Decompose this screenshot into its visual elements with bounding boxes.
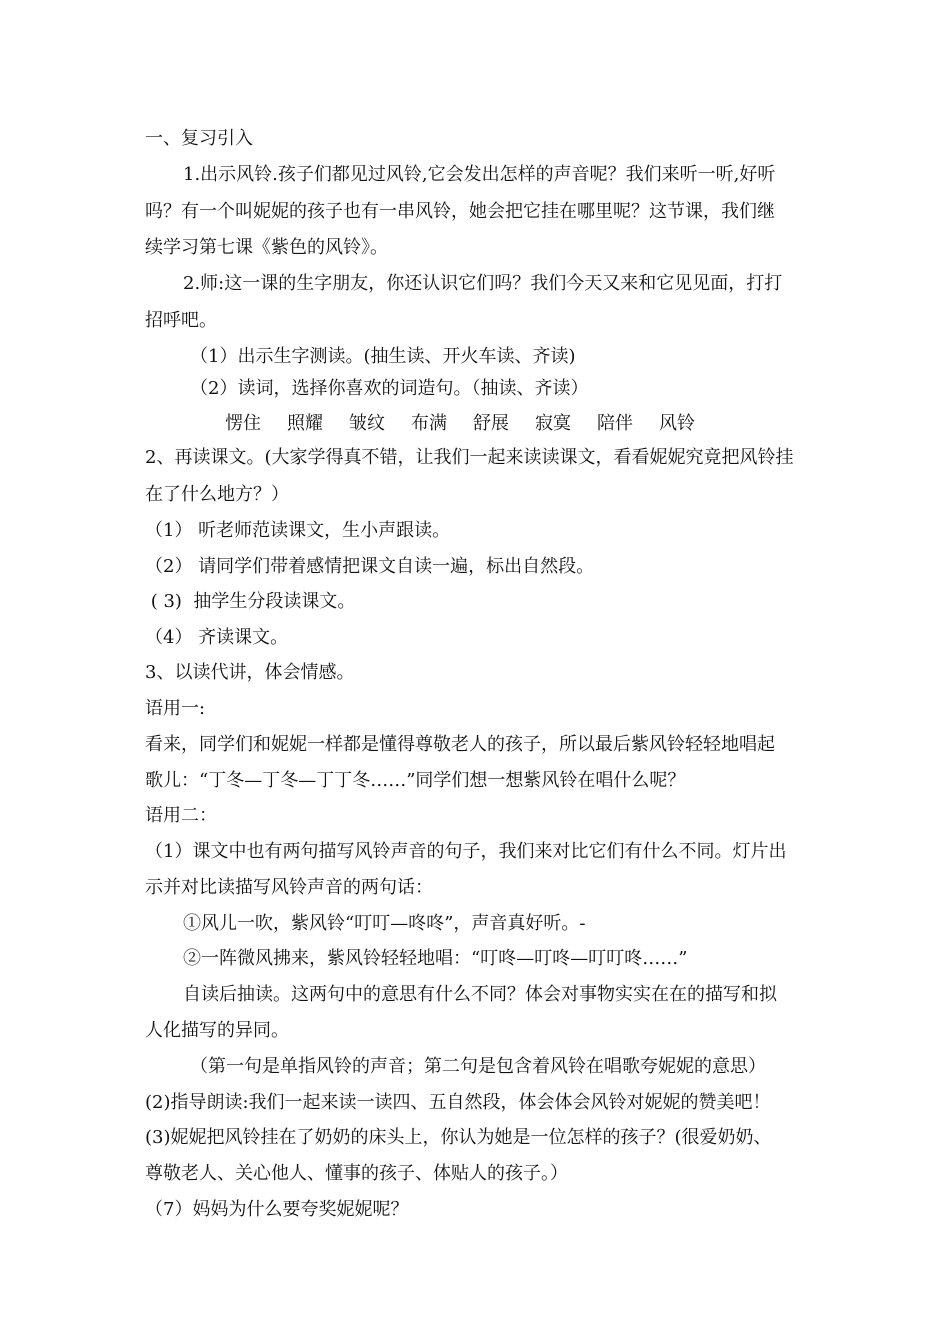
paragraph-line: (3)妮妮把风铃挂在了奶奶的床头上，你认为她是一位怎样的孩子？(很爱奶奶、 [145,1127,772,1148]
paragraph-line: 示并对比读描写风铃声音的两句话： [145,877,433,898]
list-item: （4） 齐读课文。 [145,627,289,648]
paragraph-line: 在了什么地方？） [145,484,289,505]
paragraph-line: （第一句是单指风铃的声音；第二句是包含着风铃在唱歌夸妮妮的意思） [190,1056,766,1077]
paragraph-line: 吗？有一个叫妮妮的孩子也有一串风铃，她会把它挂在哪里呢？这节课，我们继 [145,201,775,222]
quote-line: ①风儿一吹，紫风铃“叮叮—咚咚”，声音真好听。- [183,913,586,934]
paragraph-line: 看来，同学们和妮妮一样都是懂得尊敬老人的孩子，所以最后紫风铃轻轻地唱起 [145,734,775,755]
paragraph-line: 2.师:这一课的生字朋友，你还认识它们吗？我们今天又来和它见见面，打打 [183,273,783,294]
paragraph-line: （1）出示生字测读。(抽生读、开火车读、齐读) [190,346,576,367]
vocab-word: 布满 [411,413,447,434]
paragraph-line: 2、再读课文。(大家学得真不错，让我们一起来读读课文，看看妮妮究竟把风铃挂 [145,447,794,468]
paragraph-line: 1.出示风铃.孩子们都见过风铃,它会发出怎样的声音呢？我们来听一听,好听 [183,164,776,185]
subheading: 语用二： [145,805,217,826]
list-item: （2） 请同学们带着感情把课文自读一遍，标出自然段。 [145,556,595,577]
vocab-word: 陪伴 [597,413,633,434]
paragraph-line: (2)指导朗读:我们一起来读一读四、五自然段，体会体会风铃对妮妮的赞美吧！ [145,1092,771,1113]
paragraph-line: 尊敬老人、关心他人、懂事的孩子、体贴人的孩子。） [145,1163,568,1184]
paragraph-line: 续学习第七课《紫色的风铃》。 [145,237,388,258]
vocab-word-list [225,409,721,435]
list-item: （1） 听老师范读课文，生小声跟读。 [145,520,451,541]
paragraph-line: 自读后抽读。这两句中的意思有什么不同？体会对事物实实在在的描写和拟 [183,984,777,1005]
paragraph-line: （1）课文中也有两句描写风铃声音的句子，我们来对比它们有什么不同。灯片出 [145,841,787,862]
paragraph-line: （7）妈妈为什么要夸奖妮妮呢？ [145,1199,409,1220]
quote-line: ②一阵微风拂来，紫风铃轻轻地唱：“叮咚—叮咚—叮叮咚……” [183,948,688,969]
vocab-word: 皱纹 [349,413,385,434]
vocab-word: 风铃 [659,413,695,434]
list-item: ( 3) 抽学生分段读课文。 [145,591,356,612]
section-heading: 3、以读代讲，体会情感。 [145,662,355,683]
vocab-word: 寂寞 [535,413,571,434]
subheading: 语用一: [145,698,206,719]
paragraph-line: （2）读词，选择你喜欢的词造句。（抽读、齐读） [190,378,589,399]
paragraph-line: 歌儿：“丁冬—丁冬—丁丁冬……”同学们想一想紫风铃在唱什么呢？ [145,770,686,791]
vocab-word: 舒展 [473,413,509,434]
paragraph-line: 招呼吧。 [145,310,217,331]
paragraph-line: 人化描写的异同。 [145,1020,289,1041]
vocab-word: 照耀 [287,413,323,434]
vocab-word: 愣住 [225,413,261,434]
section-heading: 一、复习引入 [145,128,253,149]
